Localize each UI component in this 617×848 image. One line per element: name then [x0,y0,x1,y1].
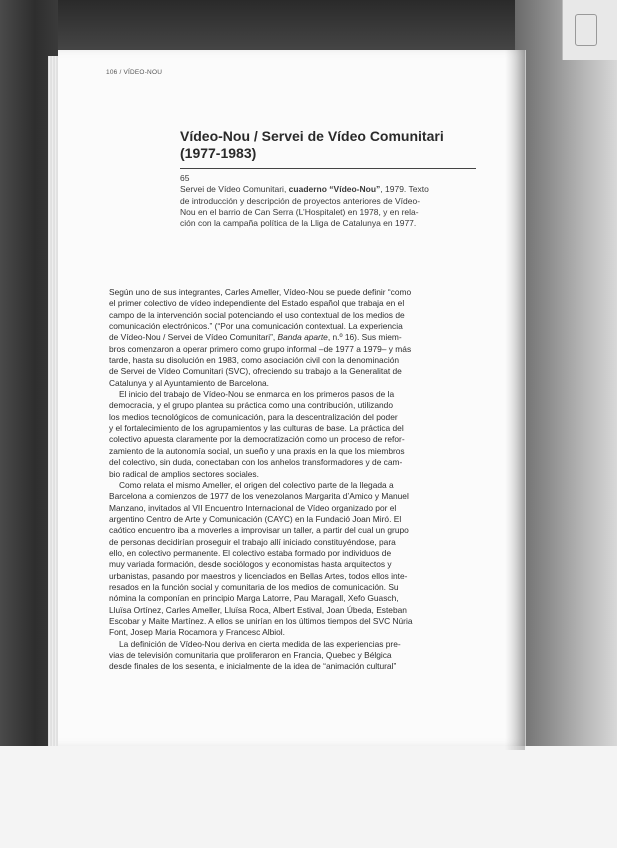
caption-text: , 1979. Texto [380,184,429,195]
body-line: de Servei de Vídeo Comunitari (SVC), ofreciendo su trabajo a la Generalitat de [109,366,402,377]
body-line: el primer colectivo de vídeo independiente del Estado español que trabaja en el [109,298,405,309]
body-line: Font, Josep Maria Rocamora y Francesc Albiol. [109,627,285,638]
body-line: colectivo apuesta claramente por la democratización como un proceso de refor- [109,434,405,445]
body-line: Manzano, invitados al VII Encuentro Internacional de Vídeo organizado por el [109,502,397,513]
body-line: los medios tecnológicos de comunicación, para la descentralización del poder [109,411,398,422]
body-line: ello, en colectivo permanente. El colectivo estaba formado por individuos de [109,547,392,558]
body-line: El inicio del trabajo de Vídeo-Nou se enmarca en los primeros pasos de la [119,389,395,400]
body-line: Como relata el mismo Ameller, el origen del colectivo parte de la llegada a [119,479,394,490]
caption-line: Nou en el barrio de Can Serra (L’Hospitalet) en 1978, y en rela- [180,206,419,217]
body-text [109,287,459,673]
scan-background-bottom [0,746,617,848]
body-line: resados en la función social y comunitaria de los medios de comunicación. Su [109,581,399,592]
title-line: (1977-1983) [180,145,257,161]
section-title [180,128,480,162]
title-line: Vídeo-Nou / Servei de Vídeo Comunitari [180,128,444,144]
body-line: argentino Centro de Arte y Comunicación (CAYC) en la Fundació Joan Miró. El [109,513,402,524]
body-line: La definición de Vídeo-Nou deriva en cierta medida de las experiencias pre- [119,638,401,649]
body-line: de personas decidirían proseguir el trabajo allí iniciado constituyéndose, para [109,536,396,547]
body-line: muy variada formación, desde sociólogos y economistas hasta arquitectos y [109,559,392,570]
body-line: bio radical de amplios sectores sociales. [109,468,259,479]
caption-bold-title: cuaderno “Vídeo-Nou” [288,184,381,195]
body-line: democracia, y el grupo plantea su práctica como una contribución, utilizando [109,400,393,411]
body-line [109,332,459,343]
body-line: caótico encuentro iba a moverles a improvisar un taller, a partir del cual un grupo [109,525,409,536]
body-line: del colectivo, sin duda, conectaban con los anhelos transformadores y de cam- [109,457,403,468]
body-text-fragment: , n.º 16). Sus miem- [327,332,402,343]
caption-line: de introducción y descripción de proyectos anteriores de Vídeo- [180,195,421,206]
running-head: 106 / VÍDEO-NOU [106,69,163,76]
scan-background-right [515,0,617,760]
body-line: Según uno de sus integrantes, Carles Ameller, Vídeo-Nou se puede definir “como [109,287,412,297]
body-line: zamiento de la autonomía social, un sueño y una praxis en la que los miembros [109,445,405,456]
body-line: comunicación electrónicos.” (“Por una comunicación contextual. La experiencia [109,321,403,332]
body-line: urbanistas, pasando por maestros y licenciados en Bellas Artes, todos ellos inte- [109,570,408,581]
corner-mark [575,14,597,46]
body-line: Barcelona a comienzos de 1977 de los venezolanos Margarita d’Amico y Manuel [109,491,409,502]
figure-caption [180,173,480,229]
body-line: nómina la componían en principio Marga Latorre, Pau Maragall, Xefo Guasch, [109,593,399,604]
body-italic-title: Banda aparte [277,332,328,343]
body-line: campo de la intervención social potenciando el uso contextual de los medios de [109,309,405,320]
caption-text: Servei de Vídeo Comunitari, [180,184,289,195]
title-rule [180,168,476,169]
body-line: tarde, hasta su disolución en 1983, como asociación civil con la denominación [109,355,400,366]
body-line: Escobar y Maite Martínez. A ellos se unirían en los últimos tiempos del SVC Núria [109,615,413,626]
body-line: vias de televisión comunitaria que proliferaron en Francia, Quebec y Bélgica [109,650,392,660]
body-text-fragment: de Vídeo-Nou / Servei de Vídeo Comunitari”, [109,332,276,343]
body-line: y el fortalecimiento de los agrupamientos y las culturas de base. La práctica del [109,423,404,434]
caption-line [180,184,480,195]
figure-number: 65 [180,173,190,183]
spine-shadow [505,50,525,750]
body-line: Lluïsa Ortínez, Carles Ameller, Lluïsa Roca, Albert Estival, Joan Úbeda, Esteban [109,604,407,615]
body-line: desde finales de los sesenta, e inicialmente de la idea de “animación cultural” [109,661,397,672]
body-line: Catalunya y al Ayuntamiento de Barcelona. [109,377,270,388]
caption-line: ción con la campaña política de la Lliga de Catalunya en 1977. [180,218,417,229]
body-line: bros comenzaron a operar primero como grupo informal –de 1977 a 1979– y más [109,343,412,354]
